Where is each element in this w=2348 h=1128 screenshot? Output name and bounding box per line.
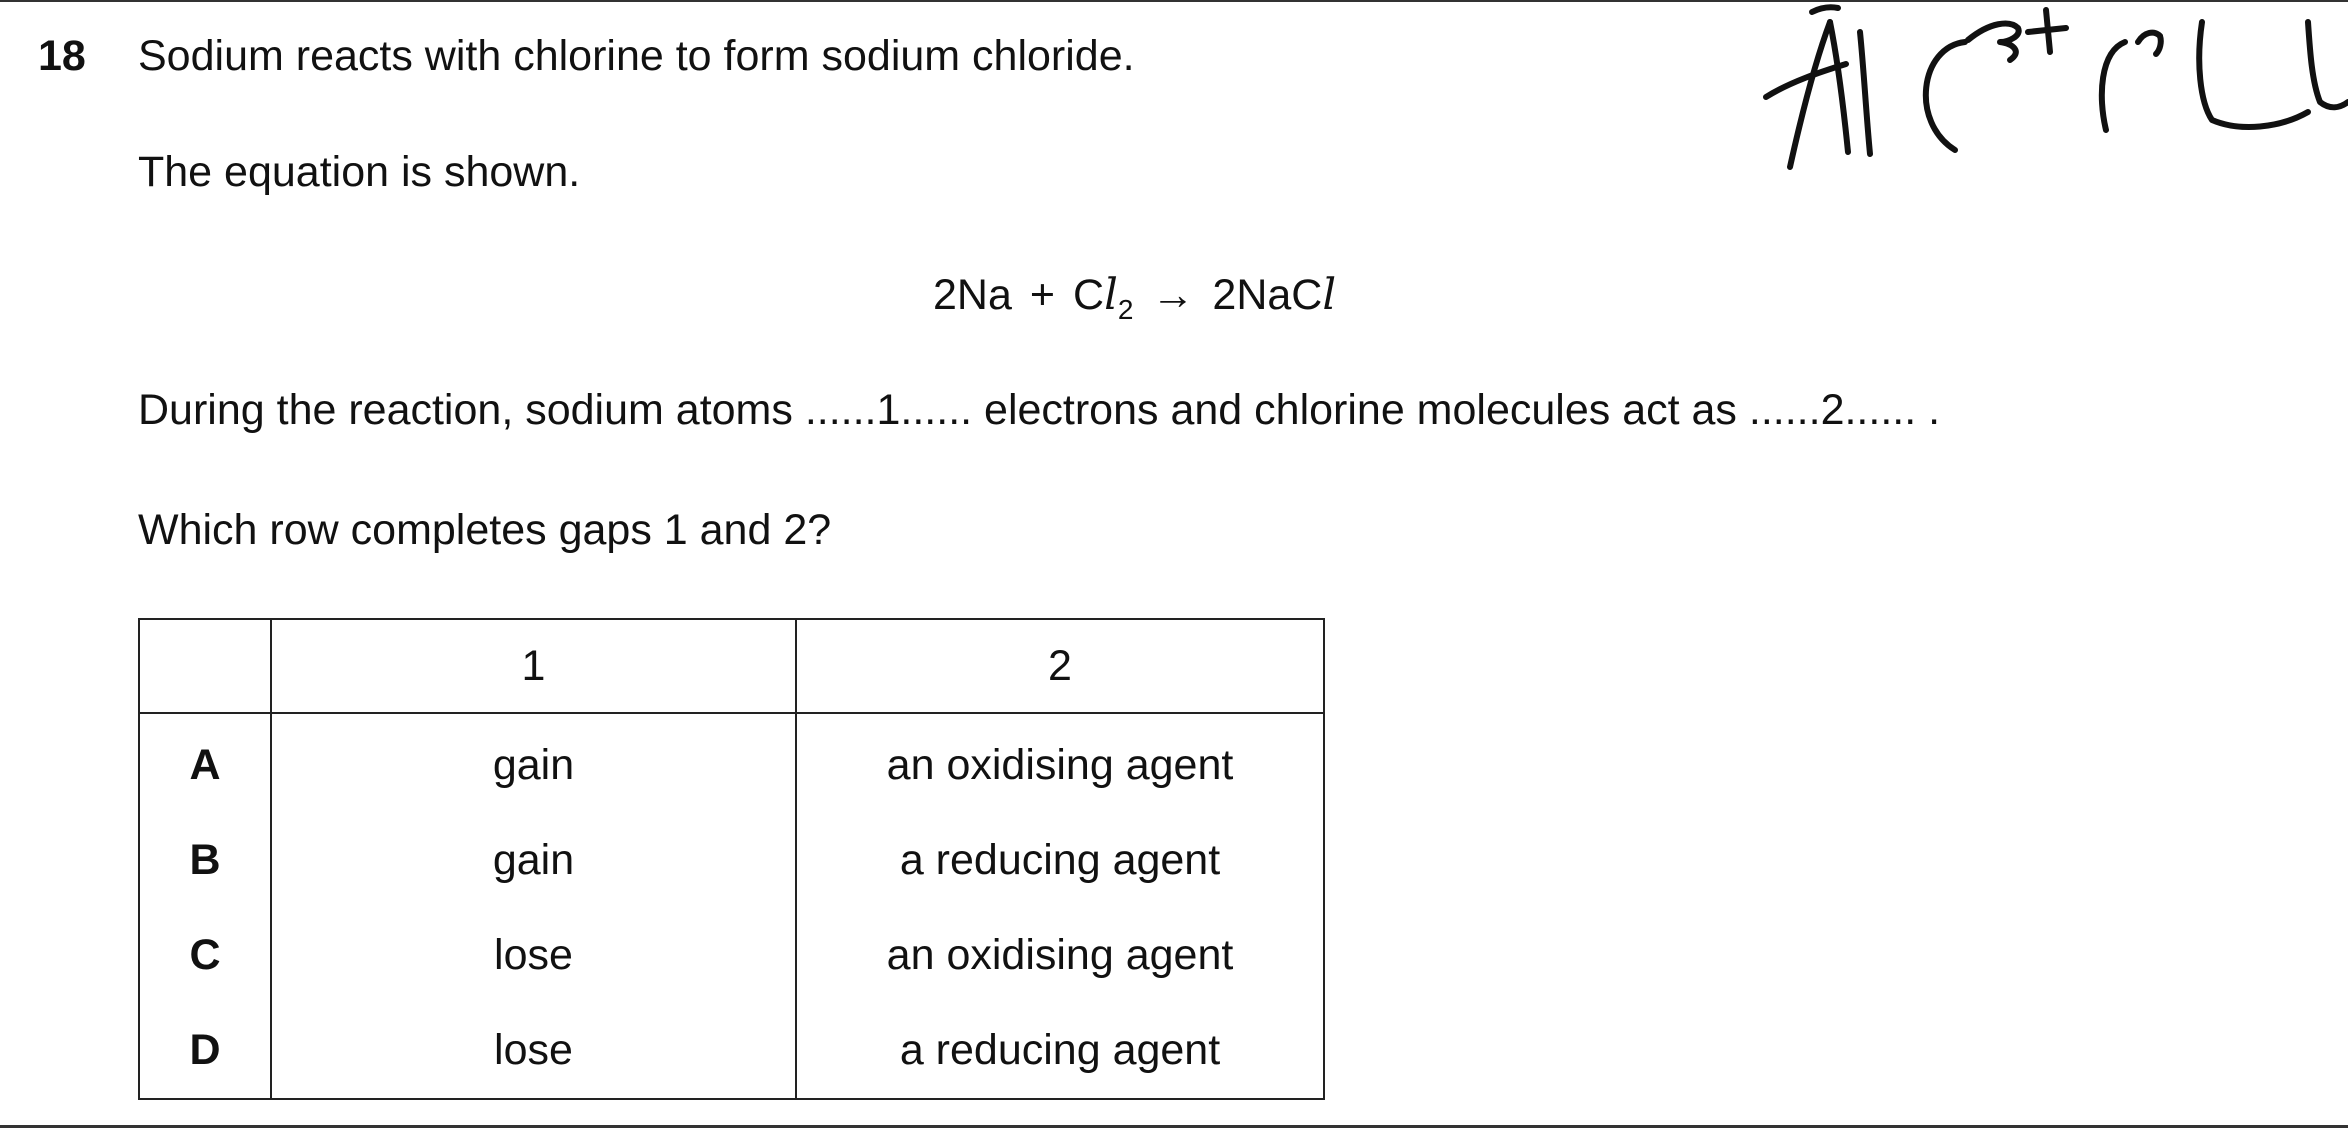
table-header-row xyxy=(139,619,1324,713)
row-gap-2: an oxidising agent xyxy=(796,713,1324,813)
handwritten-annotation xyxy=(1760,2,2348,172)
header-blank xyxy=(139,619,271,713)
row-gap-2: a reducing agent xyxy=(796,1003,1324,1099)
plus-sign: + xyxy=(1029,271,1056,319)
row-gap-2: an oxidising agent xyxy=(796,908,1324,1003)
gap-sentence: During the reaction, sodium atoms ......1...... electrons and chlorine molecules act as ......2...... . xyxy=(138,386,1941,434)
row-letter: A xyxy=(139,713,271,813)
product-sodium-chloride: 2NaCl xyxy=(1212,270,1337,320)
row-letter: D xyxy=(139,1003,271,1099)
reactant-sodium: 2Na xyxy=(933,271,1012,319)
row-letter: B xyxy=(139,813,271,908)
question-number: 18 xyxy=(38,32,86,80)
table-row[interactable] xyxy=(139,1003,1324,1099)
header-gap-1: 1 xyxy=(271,619,796,713)
reaction-arrow: → xyxy=(1151,271,1195,319)
handwriting-strokes-icon xyxy=(1760,2,2348,172)
answer-table xyxy=(138,618,1325,1100)
row-gap-2: a reducing agent xyxy=(796,813,1324,908)
chemical-equation xyxy=(933,270,1337,325)
table-row[interactable] xyxy=(139,713,1324,813)
question-intro: Sodium reacts with chlorine to form sodium chloride. xyxy=(138,32,1135,80)
equation-intro: The equation is shown. xyxy=(138,148,581,196)
header-gap-2: 2 xyxy=(796,619,1324,713)
row-gap-1: lose xyxy=(271,1003,796,1099)
reactant-chlorine: $Cl_2$ xyxy=(1073,270,1134,325)
row-gap-1: gain xyxy=(271,713,796,813)
row-gap-1: gain xyxy=(271,813,796,908)
table-row[interactable] xyxy=(139,813,1324,908)
table-row[interactable] xyxy=(139,908,1324,1003)
question-prompt: Which row completes gaps 1 and 2? xyxy=(138,506,832,554)
row-letter: C xyxy=(139,908,271,1003)
row-gap-1: lose xyxy=(271,908,796,1003)
